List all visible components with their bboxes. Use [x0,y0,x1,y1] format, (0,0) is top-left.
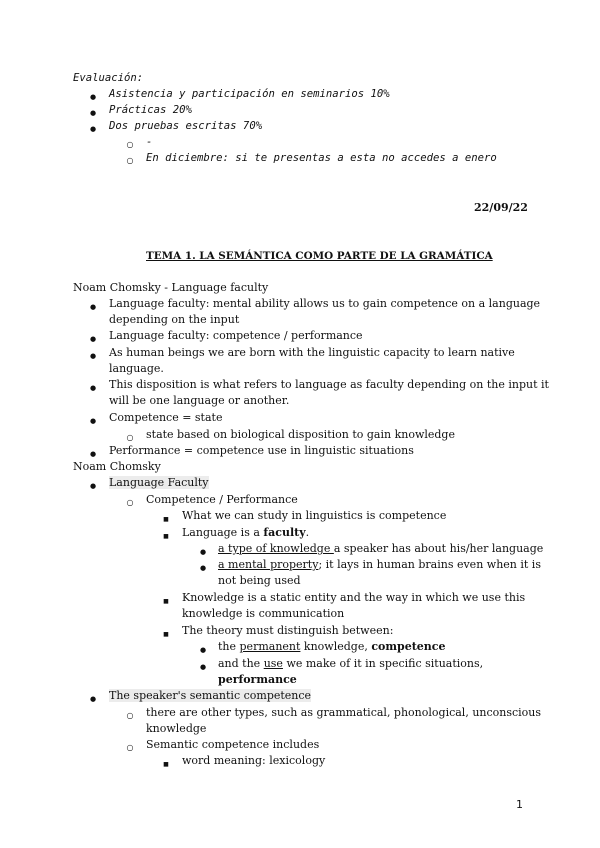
bullet-disc [195,557,211,576]
bullet-square [158,525,174,545]
bullet-disc [85,410,101,429]
list-item: This disposition is what refers to language as faculty depending on the input it [109,378,549,391]
page-number: 1 [516,798,523,811]
list-item: As human beings we are born with the linguistic capacity to learn native [109,346,515,359]
list-item-cont: knowledge [146,722,207,735]
list-item-cont: performance [218,673,297,686]
list-item: Language Faculty [109,476,209,489]
list-subsubitem: Knowledge is a static entity and the way in which we use this [182,591,526,604]
eval-item-1: Asistencia y participación en seminarios 10% [109,88,390,100]
eval-item-3: Dos pruebas escritas 70% [109,120,263,132]
bullet-disc [85,377,101,396]
bullet-circle [122,705,138,724]
bullet-disc [195,656,211,675]
bullet-disc [85,296,101,315]
list-deep-item: the permanent knowledge, competence [218,640,446,653]
list-item: Competence = state [109,411,223,424]
bullet-square [158,623,174,643]
bullet-disc [85,118,101,137]
list-item-cont: will be one language or another. [109,394,290,407]
eval-item-2: Prácticas 20% [109,104,192,116]
list-item: Language faculty: mental ability allows us to gain competence on a language [109,297,541,310]
list-deep-item: and the use we make of it in specific situations, [218,657,484,670]
list-item: The speaker's semantic competence [109,689,312,702]
list-subsubitem: The theory must distinguish between: [182,624,394,637]
list-subsubitem: What we can study in linguistics is competence [182,509,447,522]
list-subitem: Semantic competence includes [146,738,320,751]
bullet-disc [85,688,101,707]
bullet-square [158,590,174,610]
evaluacion-heading: Evaluación: [73,72,144,84]
bullet-square [158,753,174,773]
list-item: Performance = competence use in linguistic situations [109,444,414,457]
page-title: TEMA 1. LA SEMÁNTICA COMO PARTE DE LA GRAMÁTICA [146,250,493,262]
list-subitem: state based on biological disposition to gain knowledge [146,428,455,441]
list-subitem: there are other types, such as grammatical, phonological, unconscious [146,706,542,719]
list-item-cont: depending on the input [109,313,240,326]
list-item-cont: not being used [218,574,301,587]
bullet-disc [85,345,101,364]
bullet-circle [122,150,138,169]
date: 22/09/22 [474,201,528,214]
bullet-circle [122,492,138,511]
list-subsubitem: word meaning: lexicology [182,754,326,767]
eval-sub-1: - [146,136,153,148]
section-heading: Noam Chomsky [73,460,161,473]
list-item-cont: language. [109,362,164,375]
list-subitem: Competence / Performance [146,493,298,506]
list-item: Language faculty: competence / performance [109,329,363,342]
list-deep-item: a mental property; it lays in human brains even when it is [218,558,541,571]
list-item-cont: knowledge is communication [182,607,345,620]
list-deep-item: a type of knowledge a speaker has about his/her language [218,542,544,555]
section-heading: Noam Chomsky - Language faculty [73,281,269,294]
bullet-circle [122,737,138,756]
list-subsubitem: Language is a faculty. [182,526,310,539]
bullet-disc [85,475,101,494]
eval-sub-2: En diciembre: si te presentas a esta no accedes a enero [146,152,497,164]
